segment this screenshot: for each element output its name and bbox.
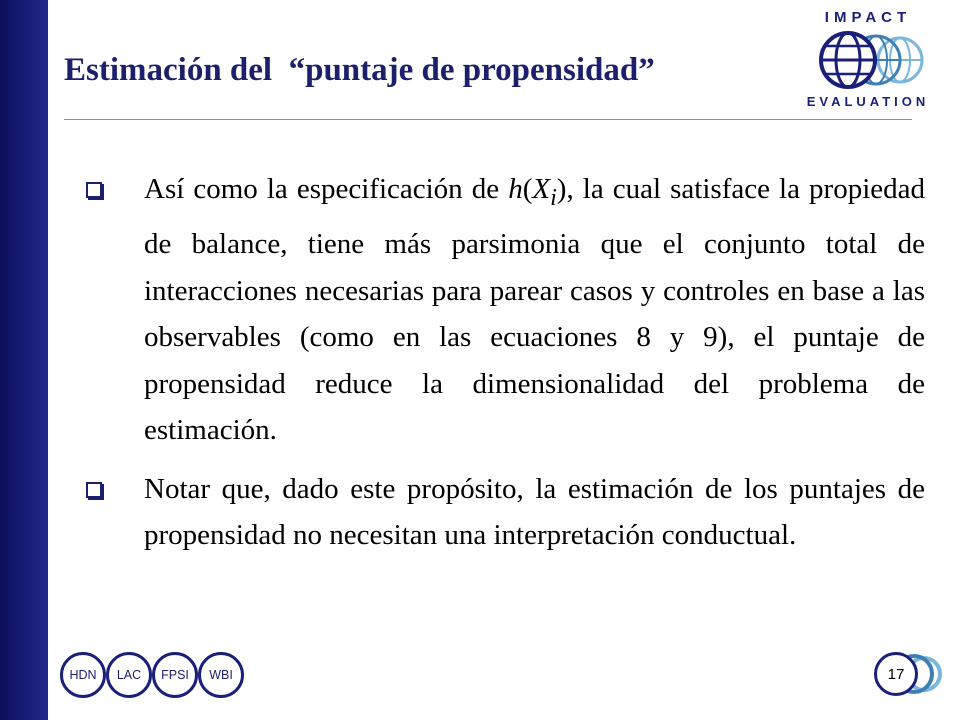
close-paren: ) <box>556 173 567 205</box>
bullet-text-before: Así como la especificación de <box>144 173 509 205</box>
org-fpsi: FPSI <box>152 652 198 698</box>
bullet-list <box>80 166 925 571</box>
page-number-badge <box>872 648 944 700</box>
title-divider <box>64 119 912 120</box>
square-bullet-icon <box>86 482 102 498</box>
left-sidebar-band <box>0 0 48 720</box>
slide-title: Estimación del “puntaje de propensidad” <box>64 52 655 88</box>
bullet-text-after: , la cual satisface la propiedad de balance, tiene más parsimonia que el conjunto total de interacciones necesarias para parear casos y controles en base a las observables (como en las ecuaciones 8 y 9), el puntaje de propensidad reduce la dimensionalidad del problema de estimación. <box>144 173 925 447</box>
open-paren: ( <box>522 173 533 205</box>
function-h: h <box>508 173 523 205</box>
footer-org-logos <box>60 652 280 700</box>
org-wbi: WBI <box>198 652 244 698</box>
subscript-i: i <box>550 183 557 211</box>
org-lac: LAC <box>106 652 152 698</box>
impact-evaluation-logo <box>800 0 940 120</box>
variable-x: X <box>532 173 551 205</box>
square-bullet-icon <box>86 182 102 198</box>
globe-dark-icon <box>821 33 875 87</box>
bullet-item-note <box>80 466 925 559</box>
page-number: 17 <box>874 652 918 696</box>
bullet-text: Notar que, dado este propósito, la estimación de los puntajes de propensidad no necesitan una interpretación conductual. <box>144 472 925 552</box>
bullet-item-balance <box>80 166 925 454</box>
org-hdn: HDN <box>60 652 106 698</box>
logo-top-text: IMPACT <box>824 9 912 26</box>
logo-bottom-text: EVALUATION <box>806 94 930 109</box>
